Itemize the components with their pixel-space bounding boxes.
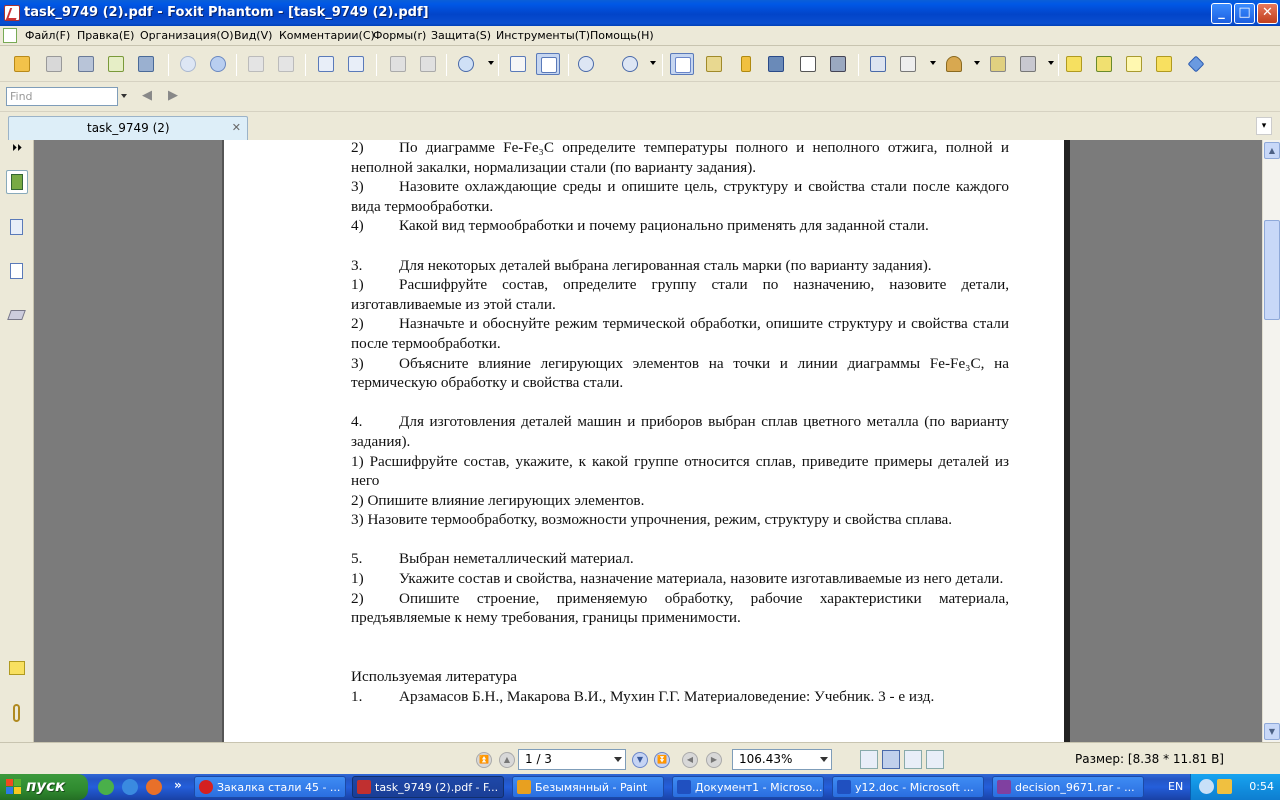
forward-view-icon[interactable]: ▶	[706, 752, 722, 768]
paragraph-number: 1.	[351, 687, 363, 705]
text-icon[interactable]	[796, 53, 820, 75]
paragraph-text: Используемая литература	[351, 668, 517, 686]
toolbar-separator	[236, 54, 237, 76]
paragraph-number: 2)	[351, 589, 364, 607]
attachments-icon[interactable]	[6, 702, 28, 726]
document-paragraph	[351, 667, 1009, 687]
note-edit-icon[interactable]	[896, 53, 920, 75]
annotations-icon[interactable]	[6, 260, 28, 284]
scan-icon[interactable]	[134, 53, 158, 75]
lock-dropdown-icon[interactable]	[1048, 61, 1054, 65]
document-paragraph	[351, 314, 1009, 353]
back-view-icon[interactable]: ◀	[682, 752, 698, 768]
last-page-icon[interactable]: ⏬	[654, 752, 670, 768]
document-paragraph	[351, 452, 1009, 491]
extract-page-icon[interactable]	[344, 53, 368, 75]
language-indicator[interactable]: EN	[1168, 780, 1184, 793]
paragraph-text: Назначьте и обоснуйте режим термической обработки, опишите структуру и свойства стали после термообработки.	[351, 315, 1009, 352]
minimize-button[interactable]: _	[1211, 3, 1232, 24]
status-bar	[0, 742, 1280, 774]
comment-icon[interactable]	[1152, 53, 1176, 75]
toolbar-separator	[168, 54, 169, 76]
main-toolbar	[0, 46, 1280, 82]
document-view[interactable]	[34, 140, 1262, 742]
menu-view[interactable]: Вид(V)	[234, 29, 273, 42]
foxit-icon	[357, 780, 371, 794]
reading-icon[interactable]	[702, 53, 726, 75]
tab-list-icon[interactable]: ▾	[1256, 117, 1272, 135]
navigation-panel	[0, 140, 34, 742]
paragraph-text: Для изготовления деталей машин и приборов выбран сплав цветного металла (по варианту задания).	[351, 413, 1009, 450]
paragraph-number: 3)	[351, 178, 364, 196]
menu-protect[interactable]: Защита(S)	[431, 29, 492, 42]
document-paragraph	[351, 510, 1009, 530]
arrow-icon[interactable]	[1184, 53, 1208, 75]
task-word-doc1[interactable]	[672, 776, 824, 798]
task-word-y12[interactable]	[832, 776, 984, 798]
task-label: Закалка стали 45 - ...	[217, 781, 341, 794]
undo-icon[interactable]	[386, 53, 410, 75]
single-page-view-icon[interactable]	[860, 750, 878, 769]
scroll-up-icon[interactable]: ▲	[1264, 142, 1280, 159]
menu-comments[interactable]: Комментарии(C)	[279, 29, 375, 42]
document-paragraph	[351, 216, 1009, 236]
ie-icon[interactable]	[122, 779, 138, 795]
task-label: task_9749 (2).pdf - F...	[375, 781, 499, 794]
page-text	[351, 140, 1009, 706]
window-title: task_9749 (2).pdf - Foxit Phantom - [task_9749 (2).pdf]	[24, 5, 429, 20]
page-size-label: Размер: [8.38 * 11.81 В]	[1075, 752, 1224, 766]
task-label: Безымянный - Paint	[535, 781, 648, 794]
zoom-icon[interactable]	[454, 53, 478, 75]
find-prev-icon[interactable]: ◀	[142, 88, 152, 103]
task-label: decision_9671.rar - ...	[1015, 781, 1135, 794]
textbox-icon[interactable]	[1122, 53, 1146, 75]
document-paragraph	[351, 569, 1009, 589]
blank-line	[351, 530, 1009, 550]
paragraph-number: 3)	[351, 354, 364, 372]
paint-icon	[517, 780, 531, 794]
vertical-scrollbar[interactable]	[1262, 140, 1280, 742]
start-button[interactable]	[0, 774, 88, 800]
toolbar-separator	[446, 54, 447, 76]
menu-file[interactable]: Файл(F)	[25, 29, 71, 42]
continuous-facing-view-icon[interactable]	[926, 750, 944, 769]
start-label: пуск	[26, 777, 66, 795]
scroll-thumb[interactable]	[1264, 220, 1280, 320]
open-icon[interactable]	[10, 53, 34, 75]
typewriter-icon[interactable]	[866, 53, 890, 75]
menu-forms[interactable]: Формы(r)	[373, 29, 427, 42]
hand-icon[interactable]	[670, 53, 694, 75]
fit-width-icon[interactable]	[506, 53, 530, 75]
zoom-dropdown-icon[interactable]	[820, 757, 828, 762]
scroll-down-icon[interactable]: ▼	[1264, 723, 1280, 740]
task-paint[interactable]	[512, 776, 664, 798]
blank-line	[351, 236, 1009, 256]
menu-edit[interactable]: Правка(E)	[77, 29, 135, 42]
zoom-input[interactable]	[732, 749, 832, 770]
bookmarks-icon[interactable]	[6, 170, 28, 194]
find-dropdown-icon[interactable]	[121, 94, 127, 98]
paragraph-text: Объясните влияние легирующих элементов на точки и линии диаграммы Fe-Fe₃C, на термическую обработку и свойства стали.	[351, 354, 1009, 392]
windows-logo-icon	[6, 779, 22, 795]
task-foxit[interactable]	[352, 776, 504, 798]
paragraph-number: 1)	[351, 276, 364, 294]
document-paragraph	[351, 354, 1009, 393]
document-paragraph	[351, 177, 1009, 216]
find-bar	[0, 82, 1280, 112]
tab-close-icon[interactable]: ✕	[231, 121, 241, 134]
close-button[interactable]: ✕	[1257, 3, 1278, 24]
paragraph-text: 1) Расшифруйте состав, укажите, к какой группе относится сплав, приведите примеры деталей из него	[351, 452, 1009, 490]
app-icon[interactable]	[4, 5, 20, 21]
paragraph-text: 2) Опишите влияние легирующих элементов.	[351, 491, 645, 509]
paragraph-text: Какой вид термообработки и почему рационально применять для заданной стали.	[399, 217, 929, 235]
paragraph-text: 3) Назовите термообработку, возможности упрочнения, режим, структуру и свойства сплава.	[351, 511, 953, 529]
blank-line	[351, 647, 1009, 667]
highlight-icon[interactable]	[1062, 53, 1086, 75]
document-paragraph	[351, 687, 1009, 707]
pages-icon[interactable]	[6, 216, 28, 240]
paragraph-text: Укажите состав и свойства, назначение материала, назовите изготавливаемые из него детали.	[399, 570, 1004, 588]
task-winrar[interactable]	[992, 776, 1144, 798]
insert-page-icon[interactable]	[314, 53, 338, 75]
menu-organize[interactable]: Организация(O)	[140, 29, 234, 42]
blank-line	[351, 628, 1009, 648]
document-paragraph	[351, 491, 1009, 511]
note-dropdown-icon[interactable]	[930, 61, 936, 65]
continuous-view-icon[interactable]	[882, 750, 900, 769]
paragraph-number: 4.	[351, 413, 363, 431]
find-input[interactable]: Find	[6, 87, 118, 106]
email-icon[interactable]	[104, 53, 128, 75]
paragraph-text: Для некоторых деталей выбрана легированная сталь марки (по варианту задания).	[399, 256, 932, 274]
document-paragraph	[351, 256, 1009, 276]
toolbar-separator	[858, 54, 859, 76]
paragraph-text: Назовите охлаждающие среды и опишите цель, структуру и свойства стали после каждого вида термообработки.	[351, 178, 1009, 215]
word-icon	[837, 780, 851, 794]
toolbar-separator	[1058, 54, 1059, 76]
zoom-in-icon[interactable]	[618, 53, 642, 75]
network-icon[interactable]	[1199, 779, 1214, 794]
tray-app-icon[interactable]	[1217, 779, 1232, 794]
redo-icon[interactable]	[416, 53, 440, 75]
print-icon[interactable]	[74, 53, 98, 75]
stamp-icon[interactable]	[942, 53, 966, 75]
menu-tools[interactable]: Инструменты(T)	[496, 29, 591, 42]
page-number-input[interactable]	[518, 749, 626, 770]
document-paragraph	[351, 589, 1009, 628]
blank-line	[351, 393, 1009, 413]
paragraph-text: Арзамасов Б.Н., Макарова В.И., Мухин Г.Г. Материаловедение: Учебник. 3 - е изд.	[399, 687, 935, 705]
facing-view-icon[interactable]	[904, 750, 922, 769]
menu-bar	[0, 26, 1280, 46]
tab-bar	[0, 112, 1280, 140]
title-bar	[0, 0, 1280, 26]
layers-icon[interactable]	[6, 304, 28, 328]
paragraph-text: Расшифруйте состав, определите группу стали по назначению, назовите детали, изготавливаемые из этой стали.	[351, 276, 1009, 313]
prev-page-icon[interactable]	[176, 53, 200, 75]
select-icon[interactable]	[734, 53, 758, 75]
winrar-icon	[997, 780, 1011, 794]
quicklaunch-icon[interactable]	[98, 779, 114, 795]
toolbar-separator	[568, 54, 569, 76]
document-icon[interactable]	[3, 28, 17, 43]
system-tray	[1190, 774, 1280, 800]
snapshot-icon[interactable]	[826, 53, 850, 75]
document-paragraph	[351, 549, 1009, 569]
fit-page-icon[interactable]	[536, 53, 560, 75]
paragraph-number: 1)	[351, 570, 364, 588]
taskbar	[0, 774, 1280, 800]
firefox-icon[interactable]	[146, 779, 162, 795]
paragraph-number: 3.	[351, 256, 363, 274]
panel-toggle-icon[interactable]: ⏵⏵	[12, 143, 22, 154]
next-page-button-icon[interactable]: ▼	[632, 752, 648, 768]
page-number-value: 1 / 3	[525, 752, 552, 766]
paragraph-number: 2)	[351, 315, 364, 333]
back-icon[interactable]	[244, 53, 268, 75]
lock-icon[interactable]	[1016, 53, 1040, 75]
paragraph-number: 2)	[351, 140, 364, 156]
paragraph-number: 4)	[351, 217, 364, 235]
first-page-icon[interactable]: ⏫	[476, 752, 492, 768]
zoom-value: 106.43%	[739, 752, 793, 766]
toolbar-separator	[376, 54, 377, 76]
zoom-in-dropdown-icon[interactable]	[650, 61, 656, 65]
opera-icon	[199, 780, 213, 794]
sign-icon[interactable]	[986, 53, 1010, 75]
task-label: y12.doc - Microsoft ...	[855, 781, 974, 794]
document-paragraph	[351, 412, 1009, 451]
clock: 0:54	[1249, 780, 1274, 793]
maximize-button[interactable]: □	[1234, 3, 1255, 24]
comments-panel-icon[interactable]	[6, 658, 28, 682]
tab-document[interactable]	[8, 116, 248, 140]
document-paragraph	[351, 275, 1009, 314]
zoom-dropdown-icon[interactable]	[488, 61, 494, 65]
toolbar-separator	[498, 54, 499, 76]
next-page-icon[interactable]	[206, 53, 230, 75]
task-opera[interactable]	[194, 776, 346, 798]
quicklaunch-more-icon[interactable]: »	[174, 778, 182, 792]
find-icon[interactable]	[764, 53, 788, 75]
find-next-icon[interactable]: ▶	[168, 88, 178, 103]
document-paragraph	[351, 140, 1009, 177]
paragraph-text: Опишите строение, применяемую обработку, рабочие характеристики материала, предъявляемые к нему требования, границы применимости.	[351, 589, 1009, 627]
task-label: Документ1 - Microso...	[695, 781, 823, 794]
paragraph-text: По диаграмме Fe-Fe₃C определите температуры полного и неполного отжига, полной и неполной закалки, нормализации стали (по варианту задания).	[351, 140, 1009, 176]
zoom-out-icon[interactable]	[574, 53, 598, 75]
forward-icon[interactable]	[274, 53, 298, 75]
tab-label: task_9749 (2)	[87, 121, 170, 135]
paragraph-text: Выбран неметаллический материал.	[399, 550, 634, 568]
previous-page-icon[interactable]: ▲	[499, 752, 515, 768]
pdf-page	[222, 140, 1070, 742]
toolbar-separator	[305, 54, 306, 76]
page-dropdown-icon[interactable]	[614, 757, 622, 762]
word-icon	[677, 780, 691, 794]
paragraph-number: 5.	[351, 550, 363, 568]
toolbar-separator	[662, 54, 663, 76]
check-icon[interactable]	[1092, 53, 1116, 75]
menu-help[interactable]: Помощь(H)	[590, 29, 654, 42]
stamp-dropdown-icon[interactable]	[974, 61, 980, 65]
save-icon[interactable]	[42, 53, 66, 75]
